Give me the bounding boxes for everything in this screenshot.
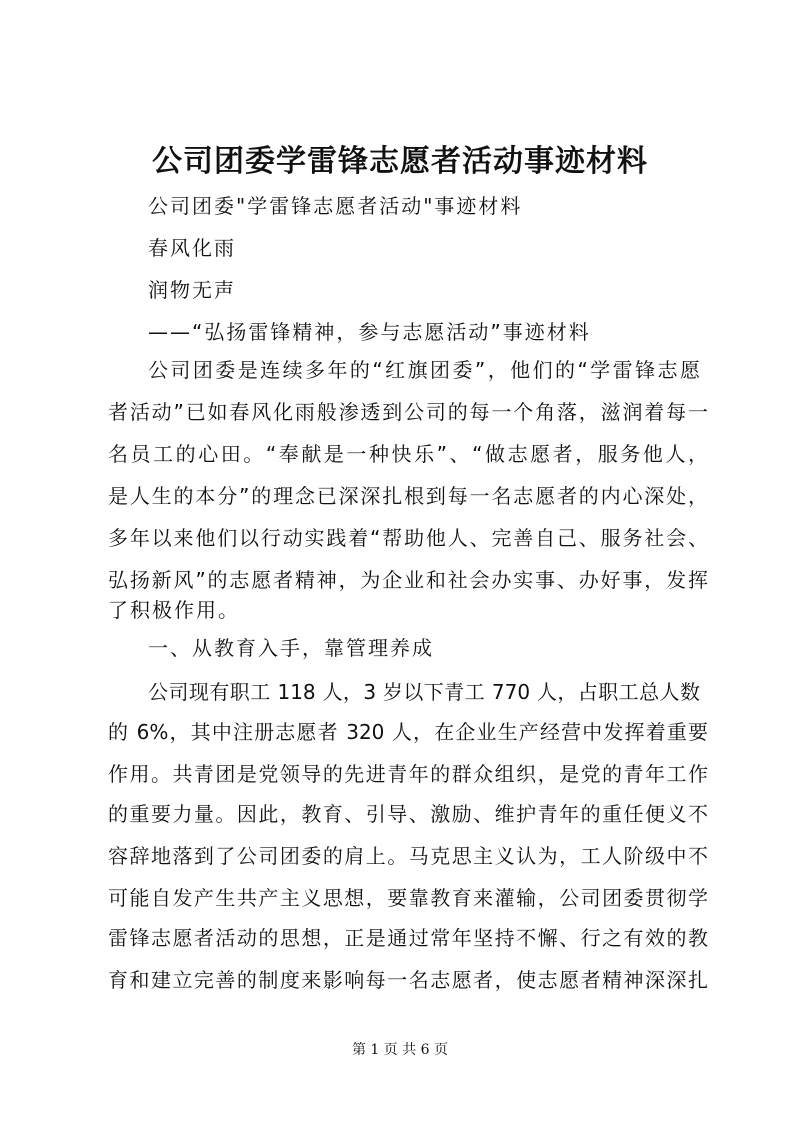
paragraph-line: 可能自发产生共产主义思想，要靠教育来灌输，公司团委贯彻学 [108,886,708,910]
paragraph-line: 的 6%，其中注册志愿者 320 人，在企业生产经营中发挥着重要 [108,720,708,744]
paragraph-line: 容辞地落到了公司团委的肩上。马克思主义认为，工人阶级中不 [108,844,708,868]
paragraph-line: 的重要力量。因此，教育、引导、激励、维护青年的重任便义不 [108,802,708,826]
paragraph-line: 雷锋志愿者活动的思想，正是通过常年坚持不懈、行之有效的教 [108,926,708,950]
subtitle-line: 公司团委"学雷锋志愿者活动"事迹材料 [148,194,523,218]
paragraph-line: 育和建立完善的制度来影响每一名志愿者，使志愿者精神深深扎 [108,968,708,992]
page-number: 第 1 页 共 6 页 [351,1042,449,1058]
paragraph-line: 弘扬新风”的志愿者精神，为企业和社会办实事、办好事，发挥 [108,568,708,592]
paragraph-line: 者活动”已如春风化雨般渗透到公司的每一个角落，滋润着每一 [108,400,708,424]
paragraph-line: 多年以来他们以行动实践着“帮助他人、完善自己、服务社会、 [108,526,708,550]
paragraph-line: 名员工的心田。“奉献是一种快乐”、“做志愿者，服务他人， [108,442,708,466]
paragraph-line: 公司现有职工 118 人，3 岁以下青工 770 人，占职工总人数 [148,680,700,704]
paragraph-line: 作用。共青团是党领导的先进青年的群众组织，是党的青年工作 [108,762,708,786]
paragraph-line: 了积极作用。 [108,598,240,622]
heading-line: 润物无声 [148,278,236,302]
paragraph-line: 公司团委是连续多年的“红旗团委”，他们的“学雷锋志愿 [148,358,700,382]
section-heading: 一、从教育入手，靠管理养成 [148,636,434,660]
heading-line: ——“弘扬雷锋精神，参与志愿活动”事迹材料 [148,320,591,344]
document-title: 公司团委学雷锋志愿者活动事迹材料 [152,144,648,179]
heading-line: 春风化雨 [148,236,236,260]
paragraph-line: 是人生的本分”的理念已深深扎根到每一名志愿者的内心深处， [108,484,708,508]
